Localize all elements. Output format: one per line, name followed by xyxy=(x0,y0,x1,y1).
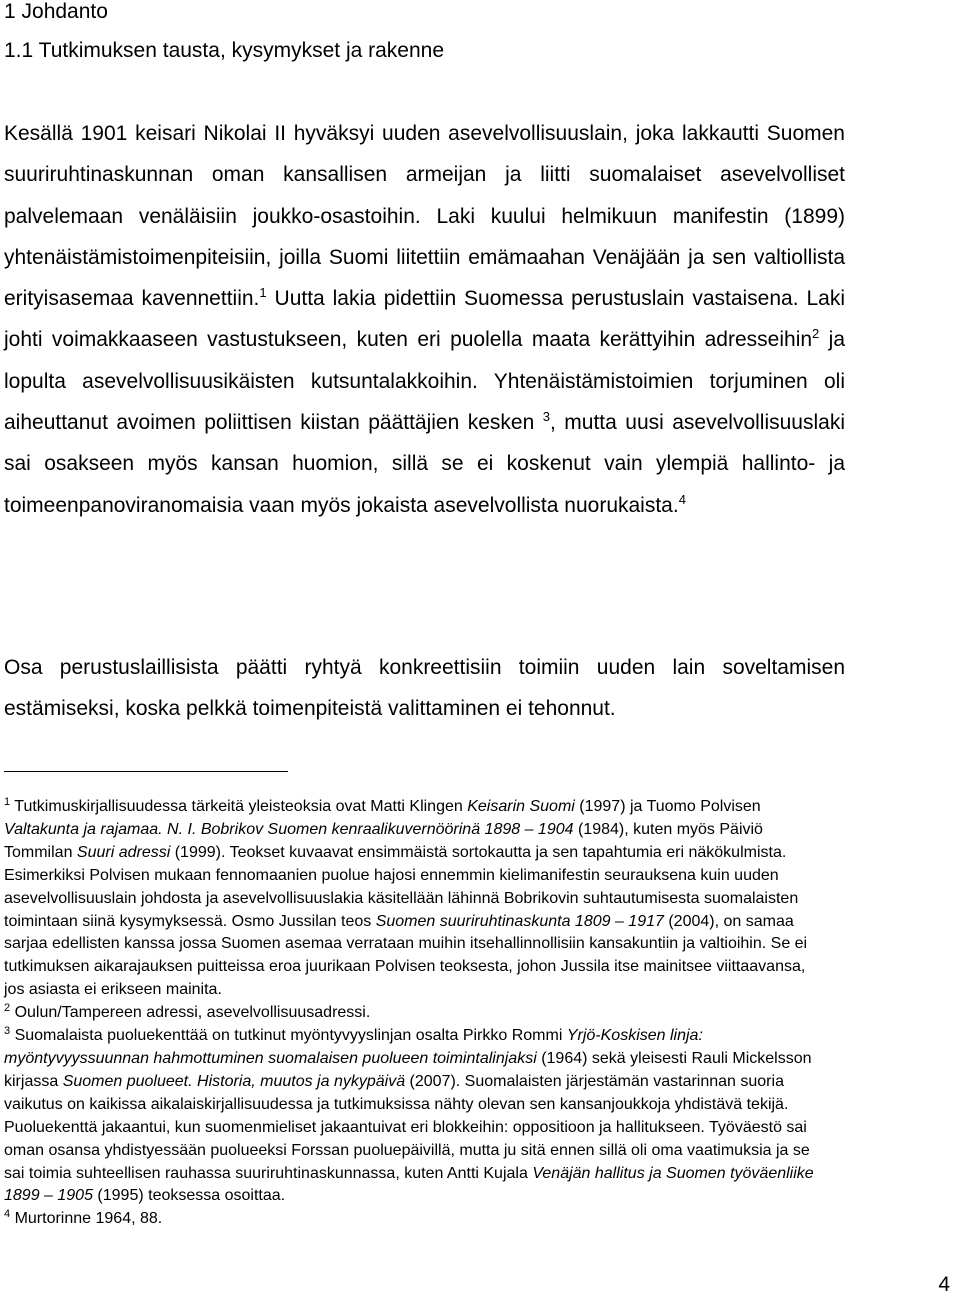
book-title: Keisarin Suomi xyxy=(467,798,575,815)
section-heading: 1.1 Tutkimuksen tausta, kysymykset ja rakenne xyxy=(4,39,445,62)
footnote-ref-3[interactable]: 3 xyxy=(542,409,550,425)
footnote-2 xyxy=(4,1002,826,1025)
footnote-text: Tutkimuskirjallisuudessa tärkeitä yleisteoksia ovat Matti Klingen xyxy=(10,798,468,815)
footnote-3 xyxy=(4,1025,826,1208)
footnote-text: (1964) sekä yleisesti Rauli Mickelsson kirjassa xyxy=(4,1049,812,1090)
footnote-number: 4 xyxy=(4,1208,11,1221)
footnote-ref-4[interactable]: 4 xyxy=(678,491,686,507)
footnote-text: (1997) ja Tuomo Polvisen xyxy=(574,798,761,815)
paragraph-text: Laki kuului helmikuun manifestin (1899) yhtenäistämistoimenpiteisiin, joilla Suomi liitettiin emämaahan Venäjään ja sen valtiollista erityisasemaa kavennettiin. xyxy=(4,204,845,311)
footnote-text: (2007). Suomalaisten järjestämän vastarinnan suoria vaikutus on kaikissa aikalaiskirjallisuudessa ja tutkimuksissa nähty olevan sen kansanjoukkoja yhdistävä tekijä. Puoluekenttä jakaantui, kun suomenmieliset jakaantuivat eri blokkeihin: oppositioon ja hallitukseen. Työväestö sai oman osansa yhdistyessään puolueeksi Forssan puoluepäivillä, mutta ju sitä ennen sillä oli oma vaatimuksia ja se sai toimia suhteellisen rauhassa suuriruhtinaskunnassa, kuten Antti Kujala xyxy=(4,1072,810,1182)
book-title: Suuri adressi xyxy=(76,843,171,861)
paragraph-text: Kesällä 1901 keisari Nikolai II hyväksyi uuden asevelvollisuuslain, joka lakkautti Suomen suuriruhtinaskunnan oman kansallisen armeijan ja liitti suomalaiset asevelvolliset palvelemaan venäläisiin joukko-osastoihin. xyxy=(4,122,845,228)
book-title: Yrjö-Koskisen linja: myöntyvyyssuunnan hahmottuminen suomalaisen puolueen toimintalinjaksi xyxy=(4,1027,703,1067)
footnote-number: 3 xyxy=(4,1025,11,1038)
body-paragraph-2: Osa perustuslaillisista päätti ryhtyä konkreettisiin toimiin uuden lain soveltamisen estämiseksi, koska pelkkä toimenpiteistä valittaminen ei tehonnut. xyxy=(4,656,845,721)
footnote-text: (1995) teoksessa osoittaa. xyxy=(92,1187,286,1205)
footnote-ref-2[interactable]: 2 xyxy=(812,326,820,342)
footnote-text: Suomalaista puoluekenttää on tutkinut myöntyvyyslinjan osalta Pirkko Rommi xyxy=(10,1027,567,1045)
footnote-number: 1 xyxy=(4,796,11,808)
paragraph-text: ja lopulta asevelvollisuusikäisten kutsuntalakkoihin. Yhtenäistämistoimien torjuminen oli aiheuttanut avoimen poliittisen kiistan päättäjien kesken xyxy=(4,328,845,435)
book-title: Venäjän hallitus ja Suomen työväenliike 1899 – 1905 xyxy=(4,1164,814,1205)
book-title: Valtakunta ja rajamaa. N. I. Bobrikov Suomen kenraalikuvernöörinä 1898 – 1904 xyxy=(4,820,574,838)
footnote-ref-1[interactable]: 1 xyxy=(259,285,267,301)
chapter-heading: 1 Johdanto xyxy=(4,0,108,23)
footnote-4 xyxy=(4,1208,826,1231)
paragraph-text: Uutta lakia pidettiin Suomessa perustuslain vastaisena. Laki johti voimakkaaseen vastustukseen, kuten eri puolella maata kerättyihin adresseihin xyxy=(4,287,845,352)
body-paragraph-1 xyxy=(4,113,845,526)
paragraph-text: , mutta uusi asevelvollisuuslaki sai osakseen myös kansan huomion, sillä se ei koskenut vain ylempiä hallinto- ja toimeenpanoviranomaisia vaan myös jokaista asevelvollista nuorukaista. xyxy=(4,411,845,517)
book-title: Suomen suuriruhtinaskunta 1809 – 1917 xyxy=(375,912,664,930)
page-number: 4 xyxy=(938,1273,950,1296)
footnote-text: (2004), on samaa sarjaa edellisten kanssa jossa Suomen asemaa verrataan muihin itsehallinnollisiin kansakuntiin ja valtioihin. Se ei tutkimuksen aikarajauksen puitteissa eroa juurikaan Polvisen teoksesta, johon Jussila itse mainitsee viittaavansa, jos asiasta ei erikseen mainita. xyxy=(4,912,808,999)
footnote-separator xyxy=(4,771,288,772)
footnote-text: (1999). Teokset kuvaavat ensimmäistä sortokautta ja sen tapahtumia eri näkökulmista. Esimerkiksi Polvisen mukaan fennomaanien puolue hajosi ennemmin kielimanifestin seurauksena kuin uuden asevelvollisuuslain johdosta ja asevelvollisuuslakia käsitellään lähinnä Bobrikovin suhtautumisesta suomalaisten toimintaan siinä kysymyksessä. Osmo Jussilan teos xyxy=(4,843,799,930)
footnotes xyxy=(4,796,826,1231)
footnote-text: (1984), kuten myös Päiviö Tommilan xyxy=(4,820,763,861)
footnote-1 xyxy=(4,796,826,1002)
book-title: Suomen puolueet. Historia, muutos ja nykypäivä xyxy=(62,1072,406,1090)
footnote-number: 2 xyxy=(4,1002,11,1015)
footnote-text: Oulun/Tampereen adressi, asevelvollisuusadressi. xyxy=(10,1004,371,1022)
footnote-text: Murtorinne 1964, 88. xyxy=(10,1210,163,1228)
